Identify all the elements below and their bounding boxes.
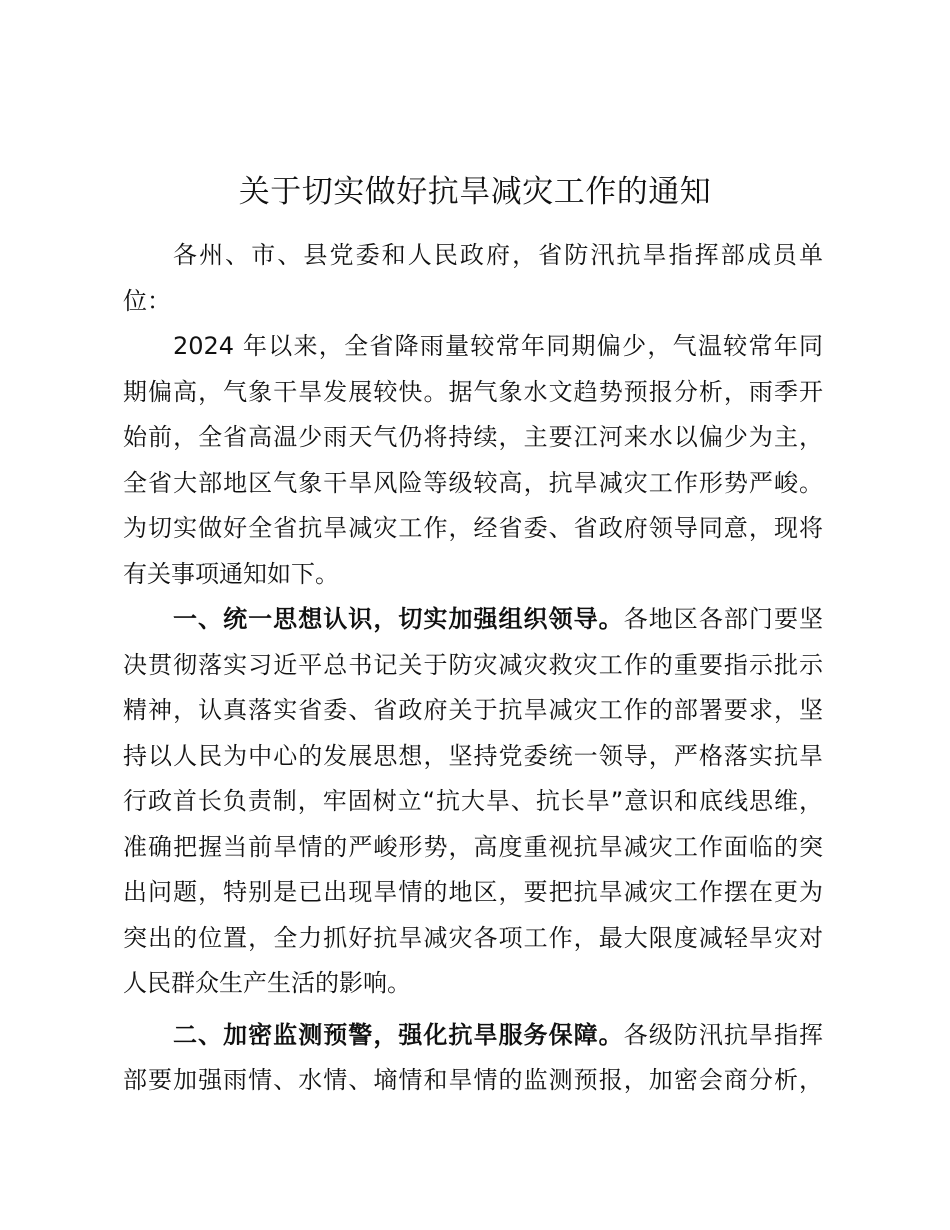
section-1-line: 出问题，特别是已出现旱情的地区，要把抗旱减灾工作摆在更为 xyxy=(123,878,823,906)
paragraph-line: 始前，全省高温少雨天气仍将持续，主要江河来水以偏少为主， xyxy=(123,423,823,451)
paragraph-line: 期偏高，气象干旱发展较快。据气象水文趋势预报分析，雨季开 xyxy=(123,377,823,406)
section-1-first-line xyxy=(123,597,823,643)
section-2-text: 各级防汛抗旱指挥 xyxy=(623,1020,823,1049)
section-2-line: 部要加强雨情、水情、墒情和旱情的监测预报，加密会商分析， xyxy=(123,1066,823,1094)
section-2-heading: 二、加密监测预警，强化抗旱服务保障。 xyxy=(173,1020,624,1049)
section-1-line: 决贯彻落实习近平总书记关于防灾减灾救灾工作的重要指示批示 xyxy=(123,650,823,679)
salutation-line: 位： xyxy=(123,286,171,315)
paragraph-line: 全省大部地区气象干旱风险等级较高，抗旱减灾工作形势严峻。 xyxy=(123,468,823,497)
paragraph-line: 2024 年以来，全省降雨量较常年同期偏少，气温较常年同 xyxy=(173,332,823,360)
document-title: 关于切实做好抗旱减灾工作的通知 xyxy=(238,174,712,210)
section-1-line: 精神，认真落实省委、省政府关于抗旱减灾工作的部署要求，坚 xyxy=(123,696,823,724)
section-1-line: 突出的位置，全力抓好抗旱减灾各项工作，最大限度减轻旱灾对 xyxy=(123,923,823,952)
paragraph-line: 为切实做好全省抗旱减灾工作，经省委、省政府领导同意，现将 xyxy=(123,514,823,542)
salutation-line: 各州、市、县党委和人民政府，省防汛抗旱指挥部成员单 xyxy=(173,241,823,269)
section-1-heading: 一、统一思想认识，切实加强组织领导。 xyxy=(173,605,624,633)
section-2-first-line xyxy=(123,1013,823,1059)
section-1-line: 持以人民为中心的发展思想，坚持党委统一领导，严格落实抗旱 xyxy=(123,741,823,770)
section-1-line: 人民群众生产生活的影响。 xyxy=(123,969,411,997)
document-body xyxy=(123,233,823,1104)
section-1-line: 行政首长负责制，牢固树立“抗大旱、抗长旱”意识和底线思维， xyxy=(123,787,823,815)
section-1-text: 各地区各部门要坚 xyxy=(623,605,823,633)
paragraph-line: 有关事项通知如下。 xyxy=(123,559,339,588)
section-1-line: 准确把握当前旱情的严峻形势，高度重视抗旱减灾工作面临的突 xyxy=(123,832,823,861)
